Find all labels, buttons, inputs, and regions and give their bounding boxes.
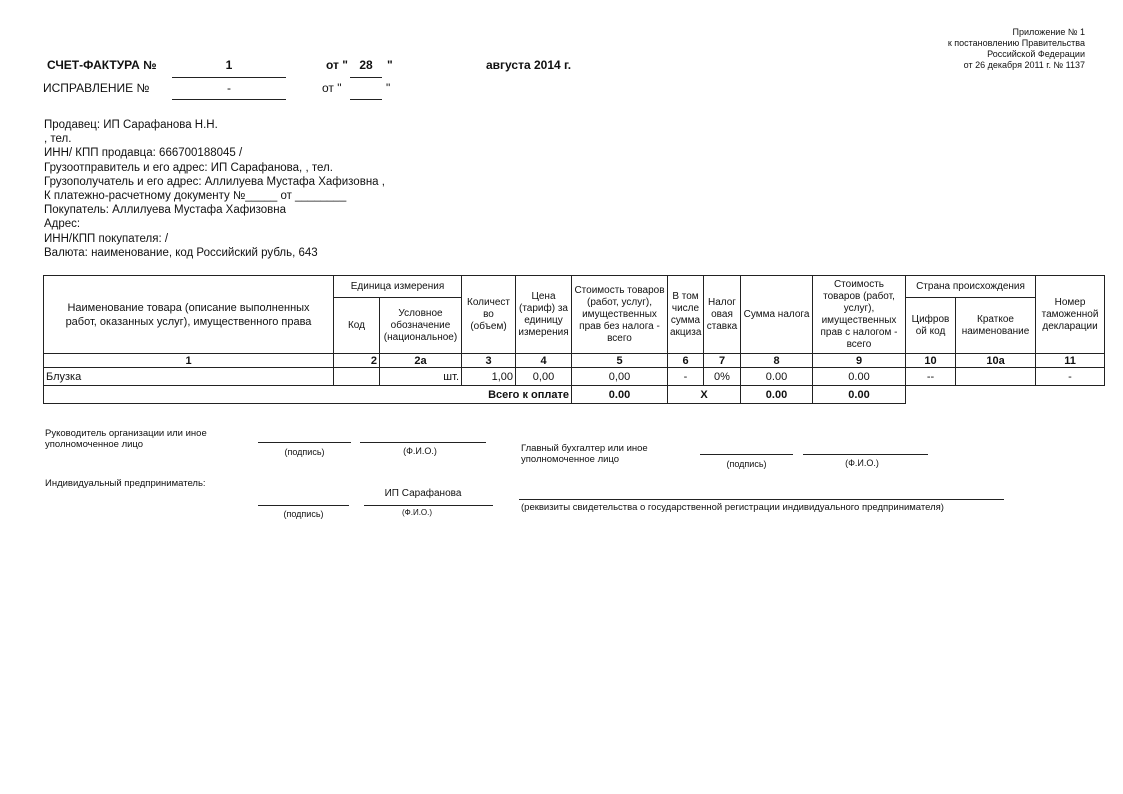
entrepreneur-sign-caption: (подпись) xyxy=(283,509,324,519)
total-excise: X xyxy=(668,386,741,404)
currency: Валюта: наименование, код Российский рубль, 643 xyxy=(44,246,318,259)
buyer-address: Адрес: xyxy=(44,218,81,231)
item-quantity: 1,00 xyxy=(462,368,516,386)
entrepreneur-sign-line xyxy=(258,505,349,506)
col-name-header: Наименование товара (описание выполненных работ, оказанных услуг), имущественного права xyxy=(44,276,334,354)
buyer: Покупатель: Аллилуева Мустафа Хафизовна xyxy=(44,204,287,217)
column-number: 2а xyxy=(380,354,462,368)
item-country-code: -- xyxy=(906,368,956,386)
head-sign-line xyxy=(258,442,351,443)
item-excise: - xyxy=(668,368,704,386)
item-country-name xyxy=(956,368,1036,386)
accountant-signature-label xyxy=(521,443,648,465)
total-empty xyxy=(906,386,1105,404)
column-number: 10 xyxy=(906,354,956,368)
invoice-label: СЧЕТ-ФАКТУРА № xyxy=(47,58,157,72)
entrepreneur-fio-caption: (Ф.И.О.) xyxy=(401,508,433,517)
column-numbers-row xyxy=(44,354,1105,368)
col-cost-no-tax-header: Стоимость товаров (работ, услуг), имущественных прав без налога - всего xyxy=(572,276,668,354)
appendix-note xyxy=(948,27,1085,71)
item-code xyxy=(334,368,380,386)
item-price: 0,00 xyxy=(516,368,572,386)
consignee: Грузополучатель и его адрес: Аллилуева Мустафа Хафизовна , xyxy=(44,175,385,188)
invoice-day-underline xyxy=(350,77,382,78)
table-row xyxy=(44,368,1105,386)
head-fio-line xyxy=(360,442,486,443)
seller: Продавец: ИП Сарафанова Н.Н. xyxy=(44,119,218,131)
head-sign-caption: (подпись) xyxy=(284,447,325,457)
head-label-line: уполномоченное лицо xyxy=(45,439,144,450)
column-number: 2 xyxy=(334,354,380,368)
column-number: 10а xyxy=(956,354,1036,368)
invoice-day: 28 xyxy=(359,58,373,72)
correction-number: - xyxy=(227,81,231,95)
registration-line xyxy=(519,499,1004,500)
invoice-table xyxy=(43,275,1105,404)
col-country-header: Страна происхождения xyxy=(906,276,1036,298)
total-row xyxy=(44,386,1105,404)
entrepreneur-label: Индивидуальный предприниматель: xyxy=(45,478,206,489)
correction-day-underline xyxy=(350,99,382,100)
correction-label: ИСПРАВЛЕНИЕ № xyxy=(43,81,150,95)
head-label-line: Руководитель организации или иное xyxy=(45,428,207,439)
accountant-fio-caption: (Ф.И.О.) xyxy=(845,458,879,468)
correction-from-label: от " xyxy=(322,81,342,95)
item-cost-no-tax: 0,00 xyxy=(572,368,668,386)
accountant-fio-line xyxy=(803,454,928,455)
appendix-line: Российской Федерации xyxy=(987,49,1085,59)
column-number: 6 xyxy=(668,354,704,368)
invoice-number: 1 xyxy=(225,58,233,72)
invoice-month-year: августа 2014 г. xyxy=(486,58,572,72)
col-excise-header: В том числе сумма акциза xyxy=(668,276,704,354)
item-tax-rate: 0% xyxy=(704,368,741,386)
col-quantity-header: Количест во (объем) xyxy=(462,276,516,354)
item-name: Блузка xyxy=(44,368,334,386)
item-unit: шт. xyxy=(380,368,462,386)
entrepreneur-name: ИП Сарафанова xyxy=(384,488,462,499)
correction-quote-close: " xyxy=(386,81,391,95)
invoice-details xyxy=(44,118,385,260)
column-number: 1 xyxy=(44,354,334,368)
correction-number-underline xyxy=(172,99,286,100)
invoice-number-underline xyxy=(172,77,286,78)
item-tax-sum: 0.00 xyxy=(741,368,813,386)
total-cost-no-tax: 0.00 xyxy=(572,386,668,404)
head-fio-caption: (Ф.И.О.) xyxy=(403,446,437,456)
appendix-line: Приложение № 1 xyxy=(1012,27,1085,37)
column-number: 8 xyxy=(741,354,813,368)
total-tax-sum: 0.00 xyxy=(741,386,813,404)
buyer-inn: ИНН/КПП покупателя: / xyxy=(44,232,169,245)
col-cost-with-tax-header: Стоимость товаров (работ, услуг), имущественных прав с налогом - всего xyxy=(813,276,906,354)
column-number: 7 xyxy=(704,354,741,368)
column-number: 11 xyxy=(1036,354,1105,368)
column-number: 3 xyxy=(462,354,516,368)
total-cost-with-tax: 0.00 xyxy=(813,386,906,404)
column-number: 9 xyxy=(813,354,906,368)
col-country-name-header: Краткое наименование xyxy=(956,298,1036,354)
accountant-sign-caption: (подпись) xyxy=(726,459,767,469)
col-customs-header: Номер таможенной декларации xyxy=(1036,276,1105,354)
column-number: 5 xyxy=(572,354,668,368)
item-cost-with-tax: 0.00 xyxy=(813,368,906,386)
col-unit-symbol-header: Условное обозначение (национальное) xyxy=(380,298,462,354)
invoice-from-label: от " xyxy=(326,58,348,72)
col-price-header: Цена (тариф) за единицу измерения xyxy=(516,276,572,354)
column-number: 4 xyxy=(516,354,572,368)
seller-inn: ИНН/ КПП продавца: 666700188045 / xyxy=(44,147,243,160)
shipper: Грузоотправитель и его адрес: ИП Сарафанова, , тел. xyxy=(44,161,333,174)
invoice-quote-close: " xyxy=(387,58,393,72)
col-tax-sum-header: Сумма налога xyxy=(741,276,813,354)
header-row xyxy=(44,276,1105,298)
appendix-line: от 26 декабря 2011 г. № 1137 xyxy=(963,60,1085,70)
appendix-line: к постановлению Правительства xyxy=(947,38,1085,48)
total-label: Всего к оплате xyxy=(44,386,572,404)
accountant-sign-line xyxy=(700,454,793,455)
col-country-code-header: Цифров ой код xyxy=(906,298,956,354)
item-customs: - xyxy=(1036,368,1105,386)
registration-caption: (реквизиты свидетельства о государственной регистрации индивидуального предпринимателя) xyxy=(521,502,944,513)
accountant-label-line: Главный бухгалтер или иное xyxy=(521,443,648,454)
entrepreneur-fio-line xyxy=(364,505,493,506)
col-unit-header: Единица измерения xyxy=(334,276,462,298)
payment-document: К платежно-расчетному документу №_____ от ________ xyxy=(44,190,347,203)
col-tax-rate-header: Налог овая ставка xyxy=(704,276,741,354)
accountant-label-line: уполномоченное лицо xyxy=(521,454,620,465)
head-signature-label xyxy=(45,428,207,450)
seller-phone: , тел. xyxy=(44,133,72,146)
col-unit-code-header: Код xyxy=(334,298,380,354)
